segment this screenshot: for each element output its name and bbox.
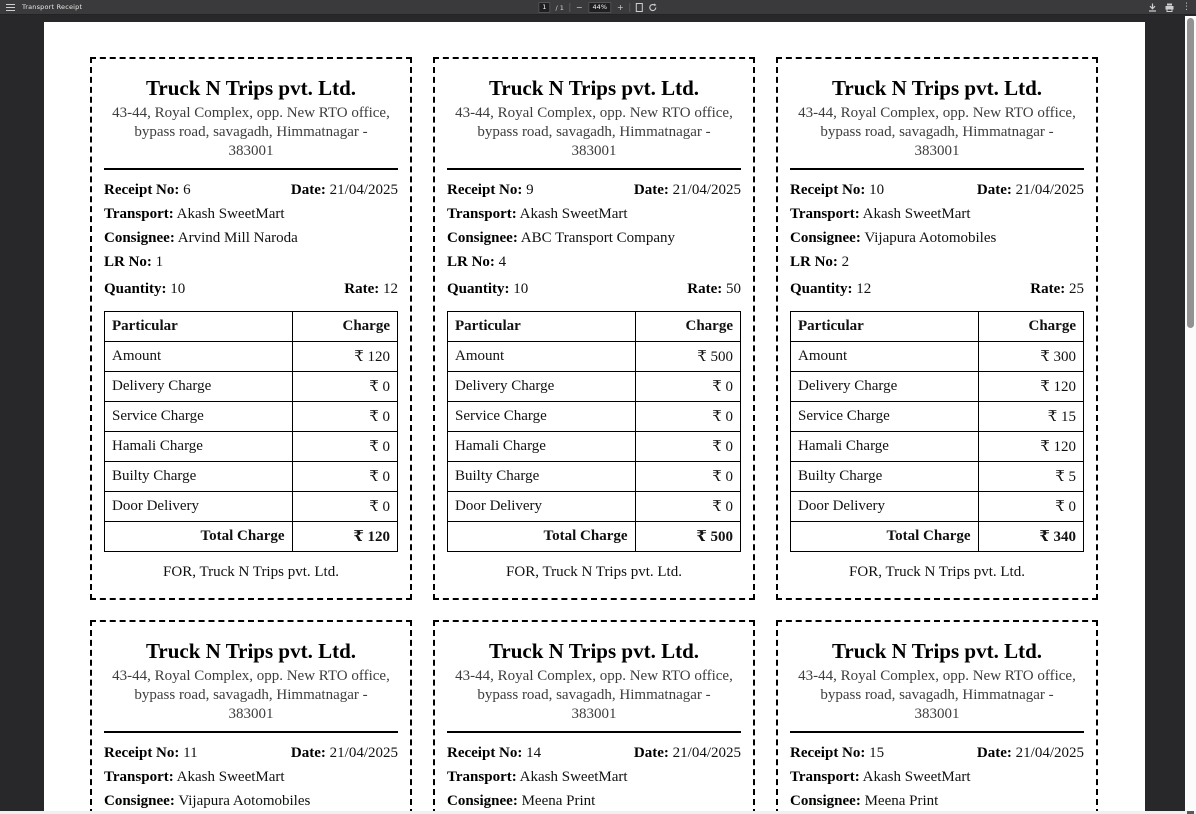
receipt-company-title: Truck N Trips pvt. Ltd. bbox=[831, 76, 1043, 100]
total-row: Total Charge ₹ 120 bbox=[105, 522, 398, 552]
charge-value: ₹ 5 bbox=[978, 462, 1083, 492]
rate-value: 50 bbox=[726, 281, 741, 297]
transport-value: Akash SweetMart bbox=[519, 206, 628, 222]
table-row: Service Charge ₹ 0 bbox=[105, 402, 398, 432]
quantity-value: 10 bbox=[513, 281, 529, 297]
transport-row: Transport: Akash SweetMart bbox=[447, 206, 628, 222]
lr-no-row: LR No: 2 bbox=[790, 254, 850, 270]
charge-value: ₹ 0 bbox=[292, 462, 397, 492]
receipt-divider bbox=[790, 168, 1084, 170]
transport-row: Transport: Akash SweetMart bbox=[104, 769, 285, 785]
date-value: 21/04/2025 bbox=[1015, 745, 1084, 761]
receipt-company-title: Truck N Trips pvt. Ltd. bbox=[831, 639, 1043, 663]
particular-header: Particular bbox=[791, 312, 979, 342]
receipt-card bbox=[776, 57, 1098, 600]
transport-value: Akash SweetMart bbox=[862, 206, 971, 222]
zoom-in-button[interactable]: + bbox=[617, 2, 624, 12]
receipt-grid bbox=[44, 22, 1145, 814]
charge-value: ₹ 0 bbox=[635, 432, 740, 462]
receipt-address: 43-44, Royal Complex, opp. New RTO office, bypass road, savagadh, Himmatnagar - 383001 bbox=[112, 105, 390, 159]
date-value: 21/04/2025 bbox=[672, 745, 741, 761]
date-value: 21/04/2025 bbox=[329, 182, 398, 198]
charge-header: Charge bbox=[978, 312, 1083, 342]
date-value: 21/04/2025 bbox=[672, 182, 741, 198]
charges-table bbox=[104, 311, 398, 552]
receipt-no-value: 6 bbox=[183, 182, 191, 198]
rotate-icon[interactable] bbox=[649, 3, 658, 12]
table-row: Hamali Charge ₹ 120 bbox=[791, 432, 1084, 462]
table-row: Delivery Charge ₹ 0 bbox=[448, 372, 741, 402]
transport-row: Transport: Akash SweetMart bbox=[790, 206, 971, 222]
receipt-no-row: Receipt No: 9 Date: 21/04/2025 bbox=[447, 182, 741, 198]
rate-value: 25 bbox=[1069, 281, 1084, 297]
transport-row: Transport: Akash SweetMart bbox=[447, 769, 628, 785]
charge-value: ₹ 0 bbox=[635, 462, 740, 492]
transport-value: Akash SweetMart bbox=[176, 769, 285, 785]
fit-page-icon[interactable] bbox=[636, 3, 644, 12]
receipt-footer: FOR, Truck N Trips pvt. Ltd. bbox=[163, 564, 339, 580]
menu-icon[interactable] bbox=[6, 4, 15, 11]
table-row: Service Charge ₹ 0 bbox=[448, 402, 741, 432]
date-value: 21/04/2025 bbox=[1015, 182, 1084, 198]
charge-header: Charge bbox=[292, 312, 397, 342]
table-row: Door Delivery ₹ 0 bbox=[105, 492, 398, 522]
page-number-field[interactable]: 1 bbox=[538, 2, 550, 13]
receipt-no-value: 9 bbox=[526, 182, 534, 198]
transport-row: Transport: Akash SweetMart bbox=[104, 206, 285, 222]
receipt-address: 43-44, Royal Complex, opp. New RTO office, bypass road, savagadh, Himmatnagar - 383001 bbox=[455, 668, 733, 722]
quantity-rate-row: Quantity: 10 Rate: 12 bbox=[104, 281, 398, 297]
lr-no-row: LR No: 1 bbox=[104, 254, 164, 270]
receipt-no-row: Receipt No: 15 Date: 21/04/2025 bbox=[790, 745, 1084, 761]
lr-no-value: 4 bbox=[498, 254, 507, 270]
consignee-value: Arvind Mill Naroda bbox=[177, 230, 298, 246]
pdf-toolbar bbox=[0, 0, 1196, 15]
consignee-row: Consignee: ABC Transport Company bbox=[447, 230, 675, 246]
transport-value: Akash SweetMart bbox=[519, 769, 628, 785]
consignee-value: Vijapura Aotomobiles bbox=[178, 793, 311, 809]
consignee-row: Consignee: Vijapura Aotomobiles bbox=[104, 793, 311, 809]
pdf-page bbox=[44, 22, 1145, 814]
charge-value: ₹ 15 bbox=[978, 402, 1083, 432]
total-row: Total Charge ₹ 340 bbox=[791, 522, 1084, 552]
receipt-divider bbox=[447, 731, 741, 733]
total-value: ₹ 120 bbox=[292, 522, 397, 552]
receipt-footer: FOR, Truck N Trips pvt. Ltd. bbox=[506, 564, 682, 580]
charges-table bbox=[447, 311, 741, 552]
receipt-no-value: 11 bbox=[183, 745, 198, 761]
charge-value: ₹ 0 bbox=[978, 492, 1083, 522]
date-value: 21/04/2025 bbox=[329, 745, 398, 761]
table-row: Amount ₹ 300 bbox=[791, 342, 1084, 372]
quantity-value: 10 bbox=[170, 281, 186, 297]
charge-value: ₹ 120 bbox=[978, 432, 1083, 462]
print-icon[interactable] bbox=[1165, 3, 1174, 12]
quantity-rate-row: Quantity: 12 Rate: 25 bbox=[790, 281, 1084, 297]
charge-value: ₹ 300 bbox=[978, 342, 1083, 372]
toolbar-right bbox=[1148, 2, 1196, 12]
receipt-divider bbox=[447, 168, 741, 170]
total-value: ₹ 340 bbox=[978, 522, 1083, 552]
transport-row: Transport: Akash SweetMart bbox=[790, 769, 971, 785]
charge-value: ₹ 0 bbox=[292, 492, 397, 522]
table-row: Hamali Charge ₹ 0 bbox=[105, 432, 398, 462]
charges-header-row bbox=[791, 312, 1084, 342]
consignee-row: Consignee: Vijapura Aotomobiles bbox=[790, 230, 997, 246]
table-row: Builty Charge ₹ 0 bbox=[448, 462, 741, 492]
consignee-row: Consignee: Meena Print bbox=[790, 793, 939, 809]
receipt-company-title: Truck N Trips pvt. Ltd. bbox=[488, 639, 700, 663]
receipt-no-value: 10 bbox=[869, 182, 885, 198]
charge-value: ₹ 0 bbox=[635, 402, 740, 432]
table-row: Door Delivery ₹ 0 bbox=[448, 492, 741, 522]
receipt-divider bbox=[790, 731, 1084, 733]
receipt-divider bbox=[104, 168, 398, 170]
toolbar-divider bbox=[569, 3, 570, 12]
charge-value: ₹ 120 bbox=[292, 342, 397, 372]
table-row: Amount ₹ 500 bbox=[448, 342, 741, 372]
receipt-address: 43-44, Royal Complex, opp. New RTO office, bypass road, savagadh, Himmatnagar - 383001 bbox=[112, 668, 390, 722]
receipt-card bbox=[776, 620, 1098, 814]
total-value: ₹ 500 bbox=[635, 522, 740, 552]
consignee-value: ABC Transport Company bbox=[520, 230, 675, 246]
lr-no-row: LR No: 4 bbox=[447, 254, 507, 270]
consignee-row: Consignee: Arvind Mill Naroda bbox=[104, 230, 298, 246]
table-row: Service Charge ₹ 15 bbox=[791, 402, 1084, 432]
receipt-card bbox=[433, 57, 755, 600]
charge-value: ₹ 120 bbox=[978, 372, 1083, 402]
quantity-rate-row: Quantity: 10 Rate: 50 bbox=[447, 281, 741, 297]
consignee-row: Consignee: Meena Print bbox=[447, 793, 596, 809]
receipt-card bbox=[90, 620, 412, 814]
table-row: Door Delivery ₹ 0 bbox=[791, 492, 1084, 522]
consignee-value: Meena Print bbox=[521, 793, 596, 809]
receipt-no-value: 14 bbox=[526, 745, 542, 761]
table-row: Amount ₹ 120 bbox=[105, 342, 398, 372]
charge-value: ₹ 0 bbox=[635, 372, 740, 402]
receipt-card bbox=[90, 57, 412, 600]
receipt-no-value: 15 bbox=[869, 745, 885, 761]
lr-no-value: 1 bbox=[155, 254, 164, 270]
receipt-no-row: Receipt No: 14 Date: 21/04/2025 bbox=[447, 745, 741, 761]
vertical-scrollbar[interactable] bbox=[1185, 16, 1196, 811]
table-row: Builty Charge ₹ 0 bbox=[105, 462, 398, 492]
table-row: Builty Charge ₹ 5 bbox=[791, 462, 1084, 492]
receipt-company-title: Truck N Trips pvt. Ltd. bbox=[145, 76, 357, 100]
zoom-out-button[interactable]: − bbox=[575, 2, 583, 12]
receipt-no-row: Receipt No: 11 Date: 21/04/2025 bbox=[104, 745, 398, 761]
table-row: Delivery Charge ₹ 120 bbox=[791, 372, 1084, 402]
charge-value: ₹ 0 bbox=[635, 492, 740, 522]
receipt-address: 43-44, Royal Complex, opp. New RTO office, bypass road, savagadh, Himmatnagar - 383001 bbox=[455, 105, 733, 159]
quantity-value: 12 bbox=[856, 281, 872, 297]
receipt-no-row: Receipt No: 10 Date: 21/04/2025 bbox=[790, 182, 1084, 198]
charge-header: Charge bbox=[635, 312, 740, 342]
page-count-label: / 1 bbox=[555, 3, 564, 12]
receipt-footer: FOR, Truck N Trips pvt. Ltd. bbox=[849, 564, 1025, 580]
table-row: Delivery Charge ₹ 0 bbox=[105, 372, 398, 402]
pdf-content[interactable] bbox=[0, 16, 1196, 814]
transport-value: Akash SweetMart bbox=[862, 769, 971, 785]
charge-value: ₹ 0 bbox=[292, 402, 397, 432]
charge-value: ₹ 0 bbox=[292, 372, 397, 402]
charge-value: ₹ 0 bbox=[292, 432, 397, 462]
charges-header-row bbox=[105, 312, 398, 342]
toolbar-divider bbox=[630, 3, 631, 12]
particular-header: Particular bbox=[105, 312, 293, 342]
vertical-scrollbar-thumb[interactable] bbox=[1187, 18, 1194, 328]
lr-no-value: 2 bbox=[841, 254, 850, 270]
receipt-card bbox=[433, 620, 755, 814]
zoom-level-field[interactable]: 44% bbox=[589, 2, 611, 13]
rate-value: 12 bbox=[383, 281, 398, 297]
charges-table bbox=[790, 311, 1084, 552]
receipt-company-title: Truck N Trips pvt. Ltd. bbox=[488, 76, 700, 100]
toolbar-center bbox=[538, 0, 657, 15]
receipt-no-row: Receipt No: 6 Date: 21/04/2025 bbox=[104, 182, 398, 198]
download-icon[interactable] bbox=[1148, 3, 1157, 12]
total-row: Total Charge ₹ 500 bbox=[448, 522, 741, 552]
charges-header-row bbox=[448, 312, 741, 342]
more-options-icon[interactable]: ⋮ bbox=[1182, 2, 1191, 12]
consignee-value: Vijapura Aotomobiles bbox=[864, 230, 997, 246]
document-title: Transport Receipt bbox=[22, 3, 83, 11]
receipt-address: 43-44, Royal Complex, opp. New RTO office, bypass road, savagadh, Himmatnagar - 383001 bbox=[798, 668, 1076, 722]
receipt-address: 43-44, Royal Complex, opp. New RTO office, bypass road, savagadh, Himmatnagar - 383001 bbox=[798, 105, 1076, 159]
particular-header: Particular bbox=[448, 312, 636, 342]
consignee-value: Meena Print bbox=[864, 793, 939, 809]
table-row: Hamali Charge ₹ 0 bbox=[448, 432, 741, 462]
receipt-divider bbox=[104, 731, 398, 733]
transport-value: Akash SweetMart bbox=[176, 206, 285, 222]
charge-value: ₹ 500 bbox=[635, 342, 740, 372]
receipt-company-title: Truck N Trips pvt. Ltd. bbox=[145, 639, 357, 663]
